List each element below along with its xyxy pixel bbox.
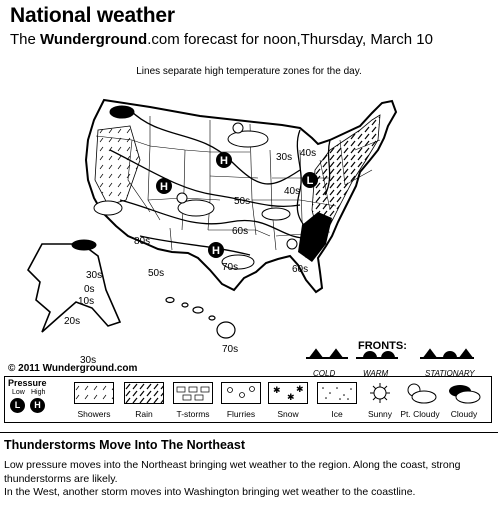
high-pressure-icon: H: [30, 398, 45, 413]
temp-label: 60s: [292, 264, 309, 275]
map-note: Lines separate high temperature zones for the day.: [136, 66, 362, 77]
subtitle-prefix: The: [10, 31, 41, 48]
map-low-1: L: [306, 175, 314, 187]
svg-text:✱: ✱: [287, 393, 295, 403]
partly-cloudy-icon: [400, 382, 440, 404]
temp-label: 70s: [222, 262, 239, 273]
temp-label: 40s: [300, 148, 317, 159]
temp-label: 50s: [234, 196, 251, 207]
cloudy-icon: [444, 382, 484, 404]
subtitle-suffix: .com forecast for noon,Thursday, March 10: [147, 31, 433, 48]
temp-label: 30s: [80, 355, 97, 366]
sunny-icon: [360, 382, 400, 404]
temp-label: 30s: [86, 270, 103, 281]
legend-showers-label: Showers: [77, 409, 111, 419]
ice-icon: [317, 382, 357, 404]
tstorms-icon: [173, 382, 213, 404]
fronts-title: FRONTS:: [358, 340, 407, 352]
temp-label: 80s: [134, 236, 151, 247]
page-title: National weather: [10, 4, 175, 27]
rain-icon: [124, 382, 164, 404]
front-label-stationary: STATIONARY: [425, 369, 475, 378]
snow-icon: [268, 382, 308, 404]
legend-tstorms-label: T-storms: [176, 409, 210, 419]
subtitle-brand: Wunderground: [40, 31, 148, 48]
legend-rain-label: Rain: [135, 409, 153, 419]
copyright: © 2011 Wunderground.com: [8, 363, 138, 374]
legend-cloudy-label: Cloudy: [450, 409, 478, 419]
flurries-icon: [221, 382, 261, 404]
map-high-3: H: [212, 245, 220, 257]
temp-label: 70s: [222, 344, 239, 355]
hawaii-outline: [166, 298, 235, 339]
showers-icon: [74, 382, 114, 404]
legend-high-label: High: [31, 389, 46, 396]
story-headline: Thunderstorms Move Into The Northeast: [4, 438, 245, 452]
temp-label: 0s: [84, 284, 95, 295]
legend-low-label: Low: [12, 389, 25, 396]
story-body: Low pressure moves into the Northeast bringing wet weather to the region. Along the coast, strong thunderstorms are likely. In the West, another storm moves into Washington bringing wet weather to the coastline.: [4, 459, 461, 498]
svg-text:✱: ✱: [273, 386, 281, 396]
low-pressure-icon: L: [10, 398, 25, 413]
legend-flurries-label: Flurries: [226, 409, 256, 419]
legend-sunny-label: Sunny: [367, 409, 393, 419]
page-subtitle: [10, 31, 433, 48]
legend-ice-label: Ice: [331, 409, 343, 419]
temp-label: 10s: [78, 296, 95, 307]
temp-label: 20s: [64, 316, 81, 327]
temp-label: 50s: [148, 268, 165, 279]
legend-snow-label: Snow: [277, 409, 299, 419]
map-high-1: H: [220, 155, 228, 167]
temp-label: 40s: [284, 186, 301, 197]
front-label-cold: COLD: [313, 369, 336, 378]
temp-label: 30s: [276, 152, 293, 163]
map-high-2: H: [160, 181, 168, 193]
legend-pt-cloudy-label: Pt. Cloudy: [400, 409, 440, 419]
front-label-warm: WARM: [363, 369, 389, 378]
svg-text:✱: ✱: [296, 385, 304, 395]
temp-label: 60s: [232, 226, 249, 237]
legend-pressure-title: Pressure: [8, 378, 47, 388]
